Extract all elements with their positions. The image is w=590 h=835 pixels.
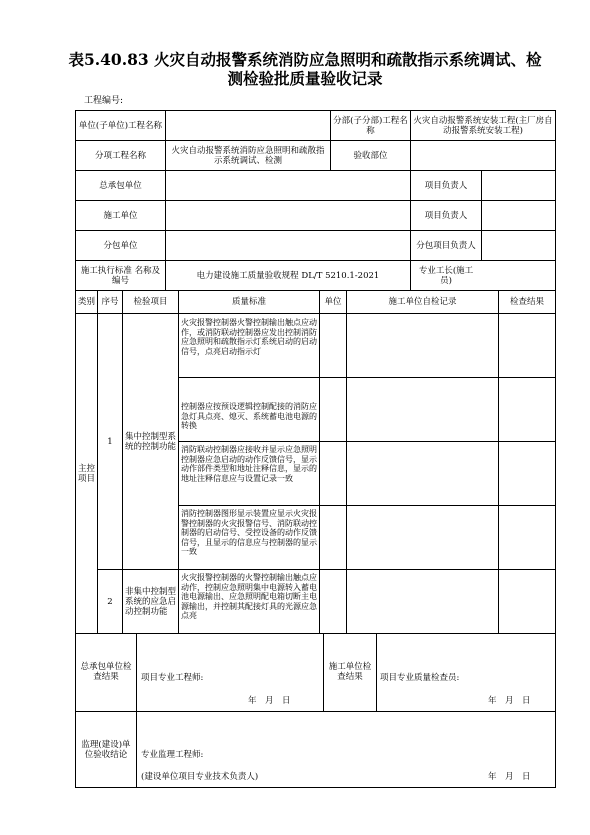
sub-project-value[interactable]: 火灾自动报警系统安装工程(主厂房自动报警系统安装工程): [413, 115, 553, 136]
group-item: 非集中控制型系统的应急启动控制功能: [125, 586, 177, 617]
table-border: [555, 110, 556, 788]
project-manager-value[interactable]: [482, 171, 555, 200]
subcontractor-value[interactable]: [166, 231, 410, 260]
acceptance-part-value[interactable]: [411, 141, 555, 170]
quality-standard-text: 消防控制器图形显示装置应显示火灾报警控制器的火灾报警信号、消防联动控制器的启动信号、受控设备的动作反馈信号，且显示的信息应与控制器的显示一致: [181, 509, 317, 557]
column-header-unit: 单位: [324, 297, 342, 307]
table-divider: [346, 290, 347, 633]
column-header-result: 检查结果: [509, 297, 544, 307]
group-item: 集中控制型系统的控制功能: [125, 431, 177, 452]
column-header-self-check: 施工单位自检记录: [388, 297, 457, 307]
gc-engineer-label: 项目专业工程师:: [141, 673, 204, 683]
project-manager-label: 项目负责人: [424, 180, 468, 191]
column-header-seq: 序号: [101, 297, 119, 307]
foreman-value[interactable]: [482, 261, 555, 290]
table-divider: [178, 441, 556, 442]
quality-standard-text: 消防联动控制器应接收并显示应急照明控制器应急启动的动作反馈信号，显示动作部件类型和地址注释信息，显示的地址注释信息应与设置记录一致: [181, 445, 317, 483]
table-divider: [178, 377, 556, 378]
table-divider: [319, 290, 320, 633]
supervisor-label: 专业监理工程师:: [141, 750, 204, 760]
column-header-category: 类别: [78, 297, 96, 307]
item-project-label: 分项工程名称: [94, 150, 146, 161]
subcontractor-label: 分包单位: [103, 240, 138, 251]
quality-standard-text: 控制器应按预设逻辑控制配接的消防应急灯具点亮、熄灭、系统蓄电池电源的转换: [181, 402, 317, 431]
general-contractor-value[interactable]: [166, 171, 410, 200]
table-divider: [75, 633, 556, 634]
project-manager-label: 项目负责人: [424, 210, 468, 221]
form-title-line-1: 表5.40.83 火灾自动报警系统消防应急照明和疏散指示系统调试、检: [68, 50, 542, 69]
sub-project-manager-value[interactable]: [482, 231, 555, 260]
table-divider: [136, 633, 137, 788]
gc-check-label: 总承包单位检查结果: [80, 662, 132, 682]
column-header-item: 检验项目: [133, 297, 168, 307]
supervision-label: 监理(建设)单位验收结论: [81, 740, 131, 760]
standard-value: 电力建设施工质量验收规程 DL/T 5210.1-2021: [196, 270, 380, 281]
unit-project-value[interactable]: [166, 111, 330, 140]
owner-tech-lead-label: (建设单位项目专业技术负责人): [141, 772, 259, 782]
group-seq: 2: [107, 596, 113, 607]
general-contractor-label: 总承包单位: [99, 180, 142, 191]
sub-project-label: 分部(子分部)工程名称: [333, 115, 408, 136]
sub-project-manager-label: 分包项目负责人: [416, 240, 476, 251]
main-control-category: 主控项目: [78, 463, 96, 484]
gc-date: 年 月 日: [248, 696, 291, 706]
unit-project-label: 单位(子单位)工程名称: [78, 120, 163, 131]
item-project-value[interactable]: 火灾自动报警系统消防应急照明和疏散指示系统调试、检测: [171, 145, 325, 166]
cu-check-label: 施工单位检查结果: [328, 662, 372, 682]
construction-unit-label: 施工单位: [103, 210, 138, 221]
table-divider: [178, 505, 556, 506]
form-title-line-2: 测检验批质量验收记录: [227, 69, 383, 88]
standard-label: 施工执行标准 名称及编号: [80, 265, 161, 286]
table-border: [75, 787, 556, 788]
project-manager-value[interactable]: [482, 201, 555, 230]
cu-date: 年 月 日: [488, 696, 531, 706]
table-divider: [376, 633, 377, 711]
table-divider: [75, 711, 556, 712]
table-divider: [498, 290, 499, 633]
cu-inspector-label: 项目专业质量检查员:: [380, 673, 460, 683]
group-seq: 1: [107, 436, 113, 447]
construction-unit-value[interactable]: [166, 201, 410, 230]
supervision-date: 年 月 日: [488, 772, 531, 782]
quality-standard-text: 火灾报警控制器的火警控制输出触点应动作，控制应急照明集中电源转入蓄电池电源输出、应急照明配电箱切断主电源输出，并控制其配接灯具的光源应急点亮: [181, 573, 317, 621]
column-header-standard: 质量标准: [231, 297, 266, 307]
project-number-label: 工程编号:: [84, 96, 124, 106]
acceptance-part-label: 验收部位: [353, 150, 388, 161]
quality-standard-text: 火灾报警控制器火警控制输出触点应动作，或消防联动控制器应发出控制消防应急照明和疏散指示灯系统启动的启动信号，点亮启动指示灯: [181, 318, 317, 356]
foreman-label: 专业工长(施工员): [418, 265, 474, 286]
